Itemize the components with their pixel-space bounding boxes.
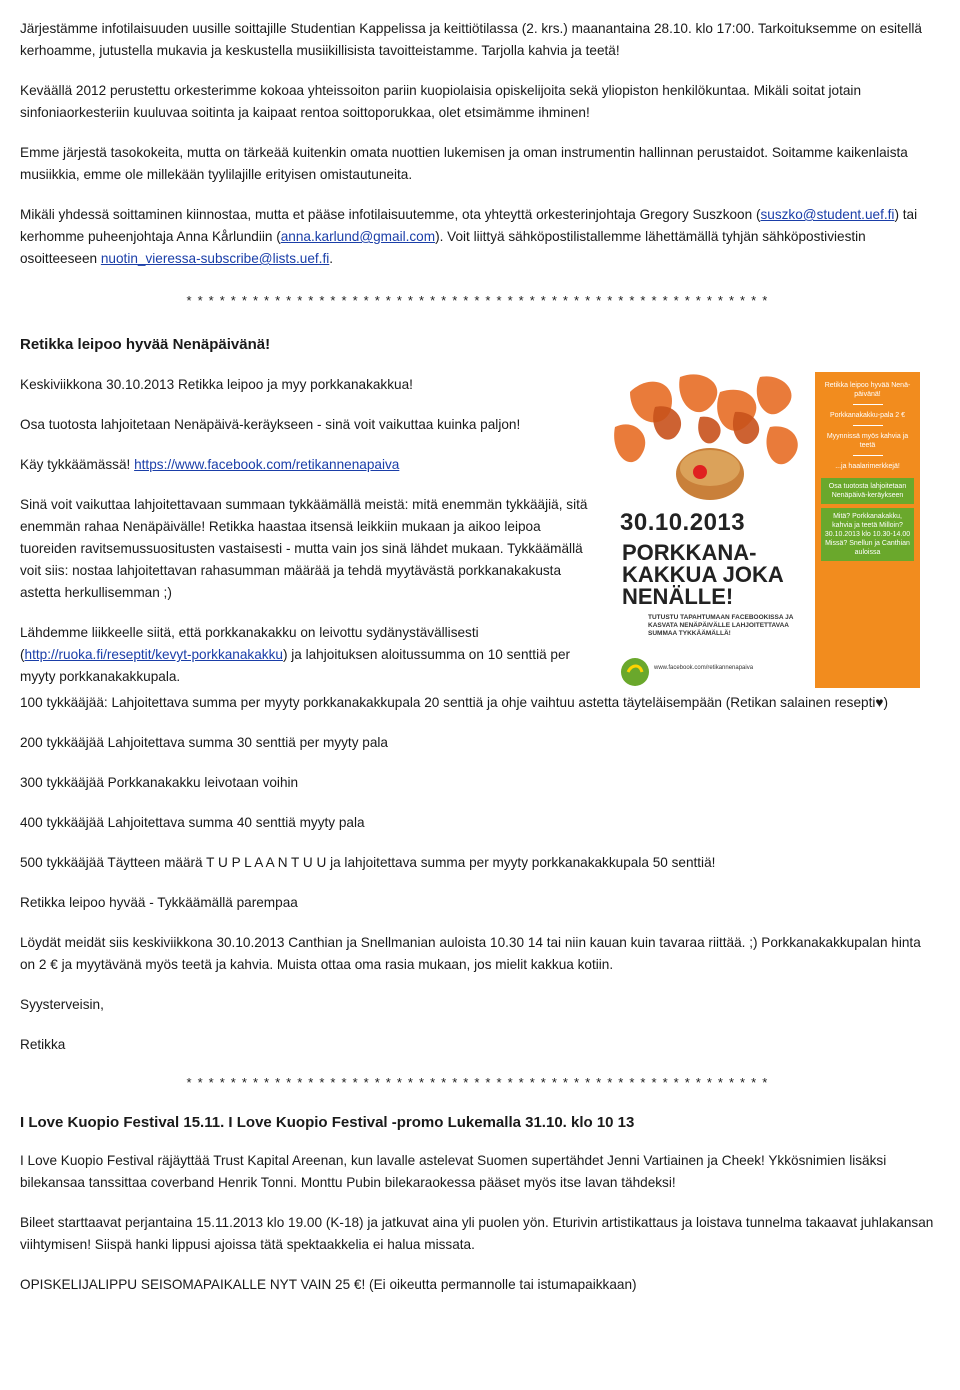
retikka-line-2: Osa tuotosta lahjoitetaan Nenäpäivä-keräykseen - sinä voit vaikuttaa kuinka paljon!: [20, 417, 521, 432]
text-span: Käy tykkäämässä!: [20, 457, 135, 472]
retikka-line-4: Sinä voit vaikuttaa lahjoitettavaan summaan tykkäämällä meistä: mitä enemmän tykkääjiä, sitä enemmän rahaa Nenäpäivälle! Retikka haastaa itsensä leikkiin mukaan ja aikoo leipoa tuoreiden ravitsemussuositusten vastaisesti - mutta vain jos sinä lähdet mukaan. Tykkäämällä voit siis: nostaa lahjoitettavan rahasumman määrää ja tehdä myytävästä porkkanakakusta astetta herkullisemman ;): [20, 497, 588, 600]
festival-paragraph-1: I Love Kuopio Festival räjäyttää Trust Kapital Areenan, kun lavalle astelevat Suomen supertähdet Jenni Vartiainen ja Cheek! Ykkösnimien lisäksi bilekansaa tanssittaa coverband Henrik Tonni. Monttu Pubin bilekaraokessa pääset myös itse lavan tähdeksi!: [20, 1153, 887, 1190]
intro-paragraph-3: Emme järjestä tasokokeita, mutta on tärkeää kuitenkin omata nuottien lukemisen ja oman instrumentin hallinnan perustaidot. Soitamme kaikenlaista musiikkia, emme ole millekään tyylilajille erityisen omistautuneita.: [20, 145, 908, 182]
poster-date: 30.10.2013: [620, 509, 746, 536]
text-span: .: [329, 251, 334, 266]
poster-headline-line: NENÄLLE!: [622, 584, 734, 609]
poster-side-item: Mitä? Porkkanakakku, kahvia ja teetä Milloin? 30.10.2013 klo 10.30-14.00 Missä? Snellun ja Canthian auloissa: [821, 508, 914, 561]
poster-side-item: Retikka leipoo hyvää Nenä-päivänä!: [824, 382, 911, 398]
poster-side-item: Myynnissä myös kahvia ja teetä: [826, 433, 909, 449]
text-span: Mikäli yhdessä soittaminen kiinnostaa, mutta et pääse infotilaisuutemme, ota yhteyttä orkesterinjohtaja Gregory Suszkoon (: [20, 207, 761, 222]
tier-300: 300 tykkääjää Porkkanakakku leivotaan voihin: [20, 775, 299, 790]
poster-headline: [622, 542, 784, 608]
poster-footer-url: www.facebook.com/retikannenapaiva: [654, 665, 754, 671]
retikka-signature: Retikka: [20, 1037, 66, 1052]
subscribe-email-link[interactable]: nuotin_vieressa-subscribe@lists.uef.fi: [100, 251, 330, 266]
poster-main-panel: [610, 372, 810, 688]
poster-footer-text: TUTUSTU TAPAHTUMAAN FACEBOOKISSA JA KASVATA NENÄPÄIVÄLLE LAHJOITETTAVAA SUMMAA TYKKÄÄMÄLLÄ!: [648, 614, 794, 637]
separator-stars: * * * * * * * * * * * * * * * * * * * * * * * * * * * * * * * * * * * * * * * * * * * * * * * * * * * * *: [186, 1075, 769, 1090]
retikka-line-5: [20, 622, 595, 688]
separator-stars: * * * * * * * * * * * * * * * * * * * * * * * * * * * * * * * * * * * * * * * * * * * * * * * * * * * * *: [186, 293, 769, 308]
red-nose-icon: [693, 465, 707, 479]
intro-paragraph-1: Järjestämme infotilaisuuden uusille soittajille Studentian Kappelissa ja keittiötilassa (2. krs.) maanantaina 28.10. klo 17:00. Tarkoituksemme on esitellä kerhoamme, jutustella mukavia ja keskustella musiikillisista tavoitteistamme. Tarjolla kahvia ja teetä!: [20, 21, 922, 58]
poster-headline-line: PORKKANA-: [622, 540, 757, 565]
intro-paragraph-4: [20, 204, 935, 270]
text-span: Lähdemme liikkeelle siitä, että porkkanakakku on leivottu sydänystävällisesti (: [20, 625, 479, 662]
poster-side-panel: [815, 372, 920, 688]
poster-headline-line: KAKKUA JOKA: [622, 562, 784, 587]
retikka-section: [20, 374, 935, 692]
tier-100: 100 tykkääjää: Lahjoitettava summa per myyty porkkanakakkupala 20 senttiä ja ohje vaihtuu astetta täyteläisempään (Retikan salainen resepti♥): [20, 695, 888, 710]
retikka-heading: Retikka leipoo hyvää Nenäpäivänä!: [20, 336, 271, 353]
retikka-where: Löydät meidät siis keskiviikkona 30.10.2013 Canthian ja Snellmanian auloista 10.30 14 tai niin kauan kuin tavaraa riittää. ;) Porkkanakakkupalan hinta on 2 € ja myytävänä myös teetä ja kahvia. Muista ottaa oma rasia mukaan, jos mielit kakkua kotiin.: [20, 935, 921, 972]
facebook-link[interactable]: https://www.facebook.com/retikannenapaiva: [134, 457, 400, 472]
retikka-line-1: Keskiviikkona 30.10.2013 Retikka leipoo ja myy porkkanakakkua!: [20, 377, 413, 392]
intro-paragraph-2: Keväällä 2012 perustettu orkesterimme kokoaa yhteissoiton pariin kuopiolaisia opiskelijoita sekä yliopiston henkilökuntaa. Mikäli soitat jotain sinfoniaorkesteriin kuuluvaa soitinta ja kaipaat rentoa soittoporukkaa, olet etsimämme ihminen!: [20, 83, 862, 120]
tier-200: 200 tykkääjää Lahjoitettava summa 30 senttiä per myyty pala: [20, 735, 388, 750]
tier-500: 500 tykkääjää Täytteen määrä T U P L A A N T U U ja lahjoitettava summa per myyty porkkanakakkupala 50 senttiä!: [20, 855, 716, 870]
festival-paragraph-2: Bileet starttaavat perjantaina 15.11.2013 klo 19.00 (K-18) ja jatkuvat aina yli puolen yön. Eturivin artistikattaus ja loistava tunnelma takaavat juhlakansan viihtymisen! Siispä hanki lippusi ajoissa tätä spektaakkelia ei halua missata.: [20, 1215, 934, 1252]
recipe-link[interactable]: http://ruoka.fi/reseptit/kevyt-porkkanakakku: [24, 647, 283, 662]
festival-paragraph-3: OPISKELIJALIPPU SEISOMAPAIKALLE NYT VAIN 25 €! (Ei oikeutta permannolle tai istumapaikkaan): [20, 1277, 637, 1292]
retikka-slogan: Retikka leipoo hyvää - Tykkäämällä parempaa: [20, 895, 298, 910]
retikka-text-column: [20, 374, 595, 688]
retikka-regards: Syysterveisin,: [20, 997, 104, 1012]
retikka-logo-icon: [621, 658, 649, 686]
retikka-line-3: [20, 454, 595, 476]
event-poster-image: [610, 372, 920, 688]
poster-side-item: Porkkanakakku-pala 2 €: [829, 412, 906, 419]
document-page: [20, 18, 935, 1314]
poster-side-item: Osa tuotosta lahjoitetaan Nenäpäivä-keräykseen: [821, 478, 914, 504]
karlund-email-link[interactable]: anna.karlund@gmail.com: [280, 229, 436, 244]
festival-heading: I Love Kuopio Festival 15.11. I Love Kuopio Festival -promo Lukemalla 31.10. klo 10 13: [20, 1114, 635, 1131]
suszko-email-link[interactable]: suszko@student.uef.fi: [760, 207, 895, 222]
poster-side-item: ...ja haalarimerkkejä!: [835, 463, 900, 470]
text-span: ) ja lahjoituksen aloitussumma on 10 senttiä per myyty porkkanakakkupala.: [20, 647, 571, 684]
tier-400: 400 tykkääjää Lahjoitettava summa 40 senttiä myyty pala: [20, 815, 365, 830]
text-span: ) tai kerhomme puheenjohtaja Anna Kårlundiin (: [20, 207, 918, 244]
text-span: ). Voit liittyä sähköpostilistallemme lähettämällä tyhjän sähköpostiviestin osoitteeseen: [20, 229, 866, 266]
